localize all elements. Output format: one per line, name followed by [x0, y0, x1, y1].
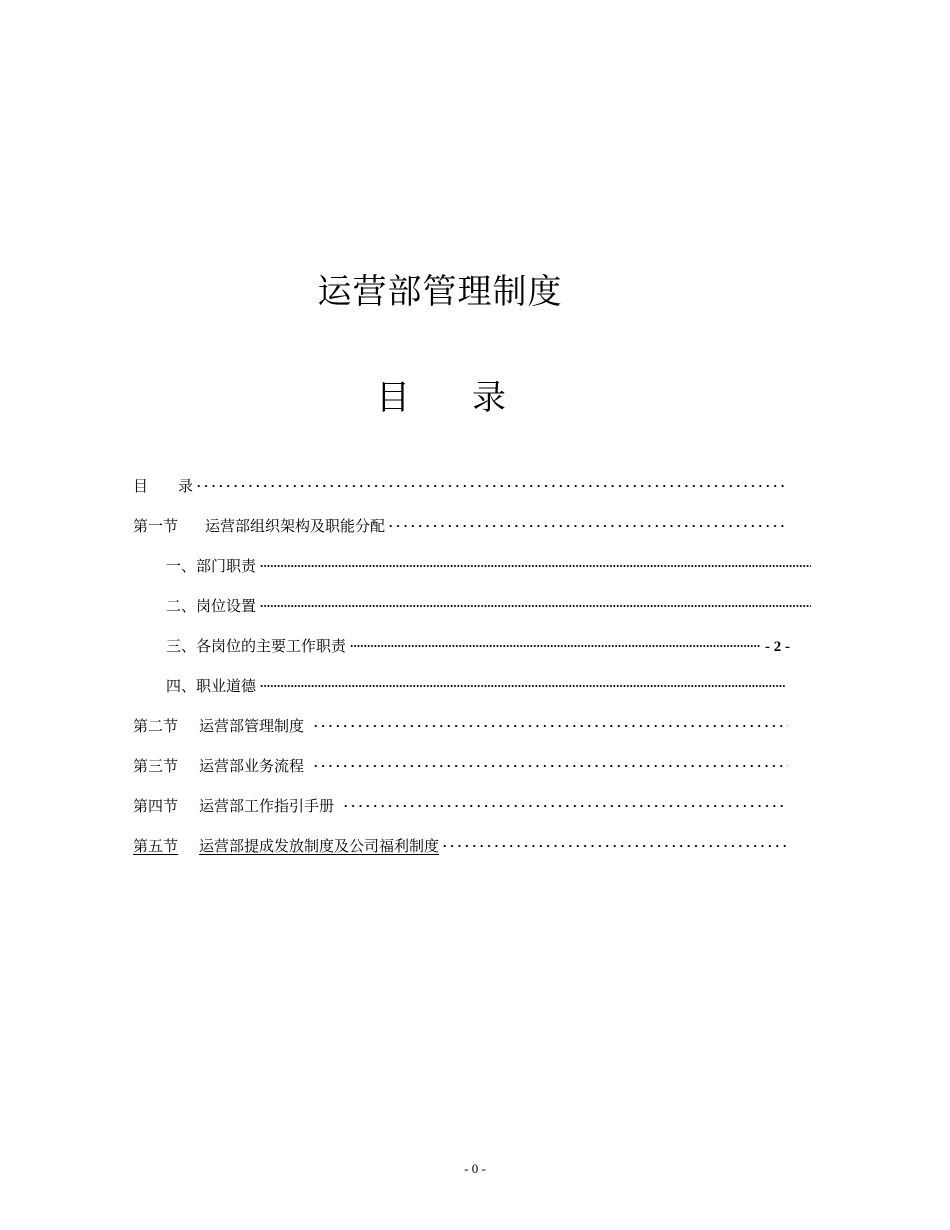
toc-entry-number: 第五节	[133, 837, 179, 855]
toc-entry-label: 运营部业务流程	[199, 757, 305, 775]
toc-entry-label: 岗位设置	[196, 597, 257, 615]
toc-entry-number: 四、	[166, 677, 197, 695]
toc-entry-section-3[interactable]	[133, 749, 788, 775]
toc-leader-dots	[260, 669, 786, 691]
toc-entry-number: 第二节	[133, 717, 179, 735]
toc-entry-section-4[interactable]	[133, 789, 788, 815]
toc-entry-label: 运营部工作指引手册	[199, 797, 335, 815]
toc-leader-dots	[342, 789, 788, 811]
toc-heading-left: 目	[376, 378, 410, 418]
toc-leader-dots	[260, 549, 811, 571]
toc-leader-dots	[350, 629, 761, 651]
toc-heading	[376, 376, 516, 420]
toc-page-number: - 2 -	[765, 639, 790, 655]
toc-entry-label: 运营部组织架构及职能分配	[205, 517, 386, 535]
toc-entry-label: 目 录	[133, 477, 194, 495]
toc-entry-subsection-4[interactable]	[166, 669, 786, 695]
document-title: 运营部管理制度	[317, 272, 563, 312]
toc-entry-section-5[interactable]	[133, 829, 788, 855]
toc-leader-dots	[195, 469, 788, 491]
toc-entry-number: 第一节	[133, 517, 179, 535]
toc-entry-label: 运营部提成发放制度及公司福利制度	[199, 837, 440, 855]
toc-entry-number: 二、	[166, 597, 197, 615]
toc-entry-label: 运营部管理制度	[199, 717, 305, 735]
toc-entry-label: 各岗位的主要工作职责	[196, 637, 347, 655]
toc-heading-right: 录	[472, 378, 506, 418]
toc-leader-dots	[441, 829, 788, 851]
toc-entry-subsection-3[interactable]	[166, 629, 790, 655]
toc-leader-dots	[312, 709, 788, 731]
toc-entry-number: 第四节	[133, 797, 179, 815]
page-number-footer: - 0 -	[464, 1161, 486, 1176]
toc-entry-subsection-1[interactable]	[166, 549, 811, 575]
toc-entry-section-1[interactable]	[133, 509, 788, 535]
toc-entry-contents[interactable]	[133, 469, 788, 495]
toc-entry-number: 三、	[166, 637, 197, 655]
toc-entry-label: 部门职责	[196, 557, 257, 575]
toc-entry-number: 一、	[166, 557, 197, 575]
toc-leader-dots	[312, 749, 788, 771]
toc-entry-number: 第三节	[133, 757, 179, 775]
toc-leader-dots	[387, 509, 788, 531]
toc-entry-subsection-2[interactable]	[166, 589, 811, 615]
toc-leader-dots	[260, 589, 811, 611]
toc-entry-section-2[interactable]	[133, 709, 788, 735]
toc-entry-label: 职业道德	[196, 677, 257, 695]
